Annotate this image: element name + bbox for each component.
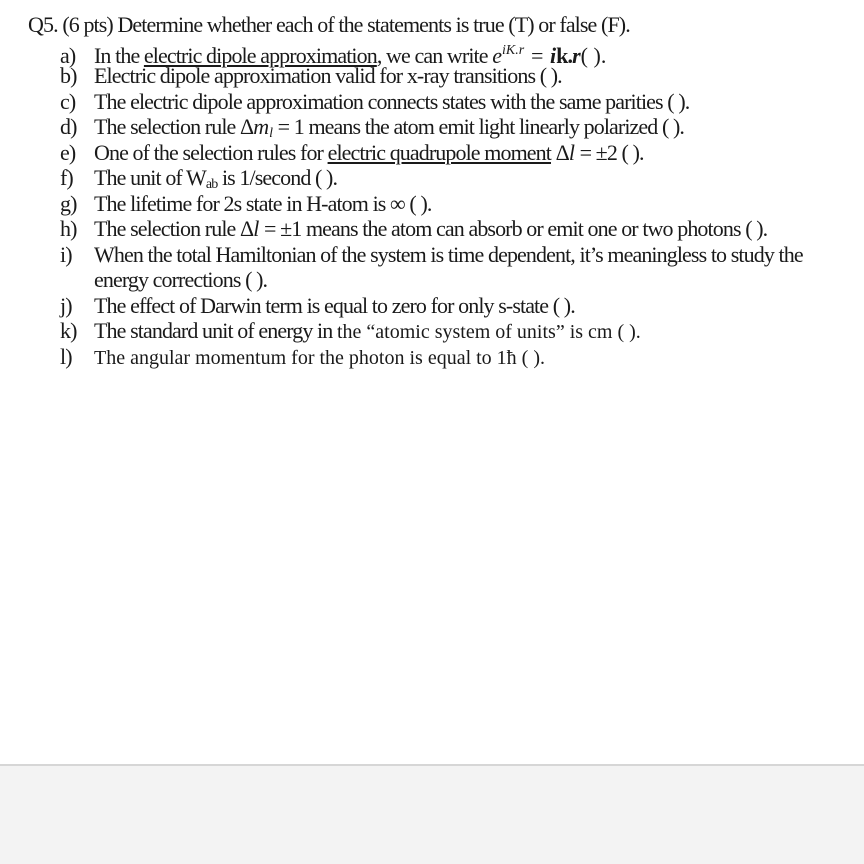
statement-text: The unit of $W_{ab}$ is 1/second ( ).: [94, 165, 338, 192]
statement-c: [28, 89, 864, 115]
statement-text: The lifetime for 2s state in H-atom is ∞ ( ).: [94, 190, 432, 216]
math-exponential: $e^{iK.r}$: [492, 42, 525, 68]
statement-label: h): [60, 216, 77, 241]
viewer-background: [0, 766, 864, 864]
statement-e: [28, 140, 864, 166]
statement-label: f): [60, 165, 73, 190]
question-title: (6 pts) Determine whether each of the statements is true (T) or false (F).: [62, 12, 630, 37]
statement-text: In the electric dipole approximation, we can write $e^{iK.r} = ik.r$( ).: [94, 42, 607, 68]
statement-text: The selection rule Δl = ±1 means the atom can absorb or emit one or two photons ( ).: [94, 216, 768, 241]
underlined-term: electric quadrupole moment: [327, 139, 551, 165]
question-5: [28, 12, 864, 369]
statement-d: [28, 114, 864, 140]
statement-label: c): [60, 88, 76, 114]
statement-text: The standard unit of energy in the “atomic system of units” is cm ( ).: [94, 318, 641, 343]
statement-text: When the total Hamiltonian of the system is time dependent, it’s meaningless to study the energy corrections ( ).: [94, 241, 803, 292]
statement-label: b): [60, 63, 77, 88]
statement-label: j): [60, 292, 72, 318]
statement-text: The electric dipole approximation connects states with the same parities ( ).: [94, 88, 690, 114]
statement-text: The effect of Darwin term is equal to zero for only s-state ( ).: [94, 292, 575, 318]
statement-label: a): [60, 42, 76, 68]
statement-b: [28, 63, 864, 89]
statement-label: l): [60, 343, 72, 369]
statement-label: k): [60, 318, 77, 343]
answer-blank: ( ).: [580, 42, 607, 68]
statement-a: [28, 38, 864, 68]
statement-g: [28, 191, 864, 217]
statement-text: The angular momentum for the photon is equal to 1ħ ( ).: [94, 346, 546, 369]
statement-k: [28, 318, 864, 344]
statement-l: [28, 344, 864, 370]
question-number: Q5.: [28, 12, 58, 37]
statement-label: i): [60, 241, 72, 267]
question-header: [28, 12, 864, 38]
statement-label: e): [60, 139, 76, 165]
statement-text: The selection rule $\Delta m_l = 1$ means the atom emit light linearly polarized ( ).: [94, 114, 685, 141]
statement-i: [28, 242, 864, 293]
statement-text: Electric dipole approximation valid for x-ray transitions ( ).: [94, 63, 562, 88]
statement-text: One of the selection rules for electric quadrupole moment Δl = ±2 ( ).: [94, 139, 644, 165]
statement-f: [28, 165, 864, 191]
statement-label: g): [60, 190, 77, 216]
underlined-term: electric dipole approximation: [143, 42, 377, 68]
statement-h: [28, 216, 864, 242]
statement-label: d): [60, 114, 77, 139]
statement-j: [28, 293, 864, 319]
